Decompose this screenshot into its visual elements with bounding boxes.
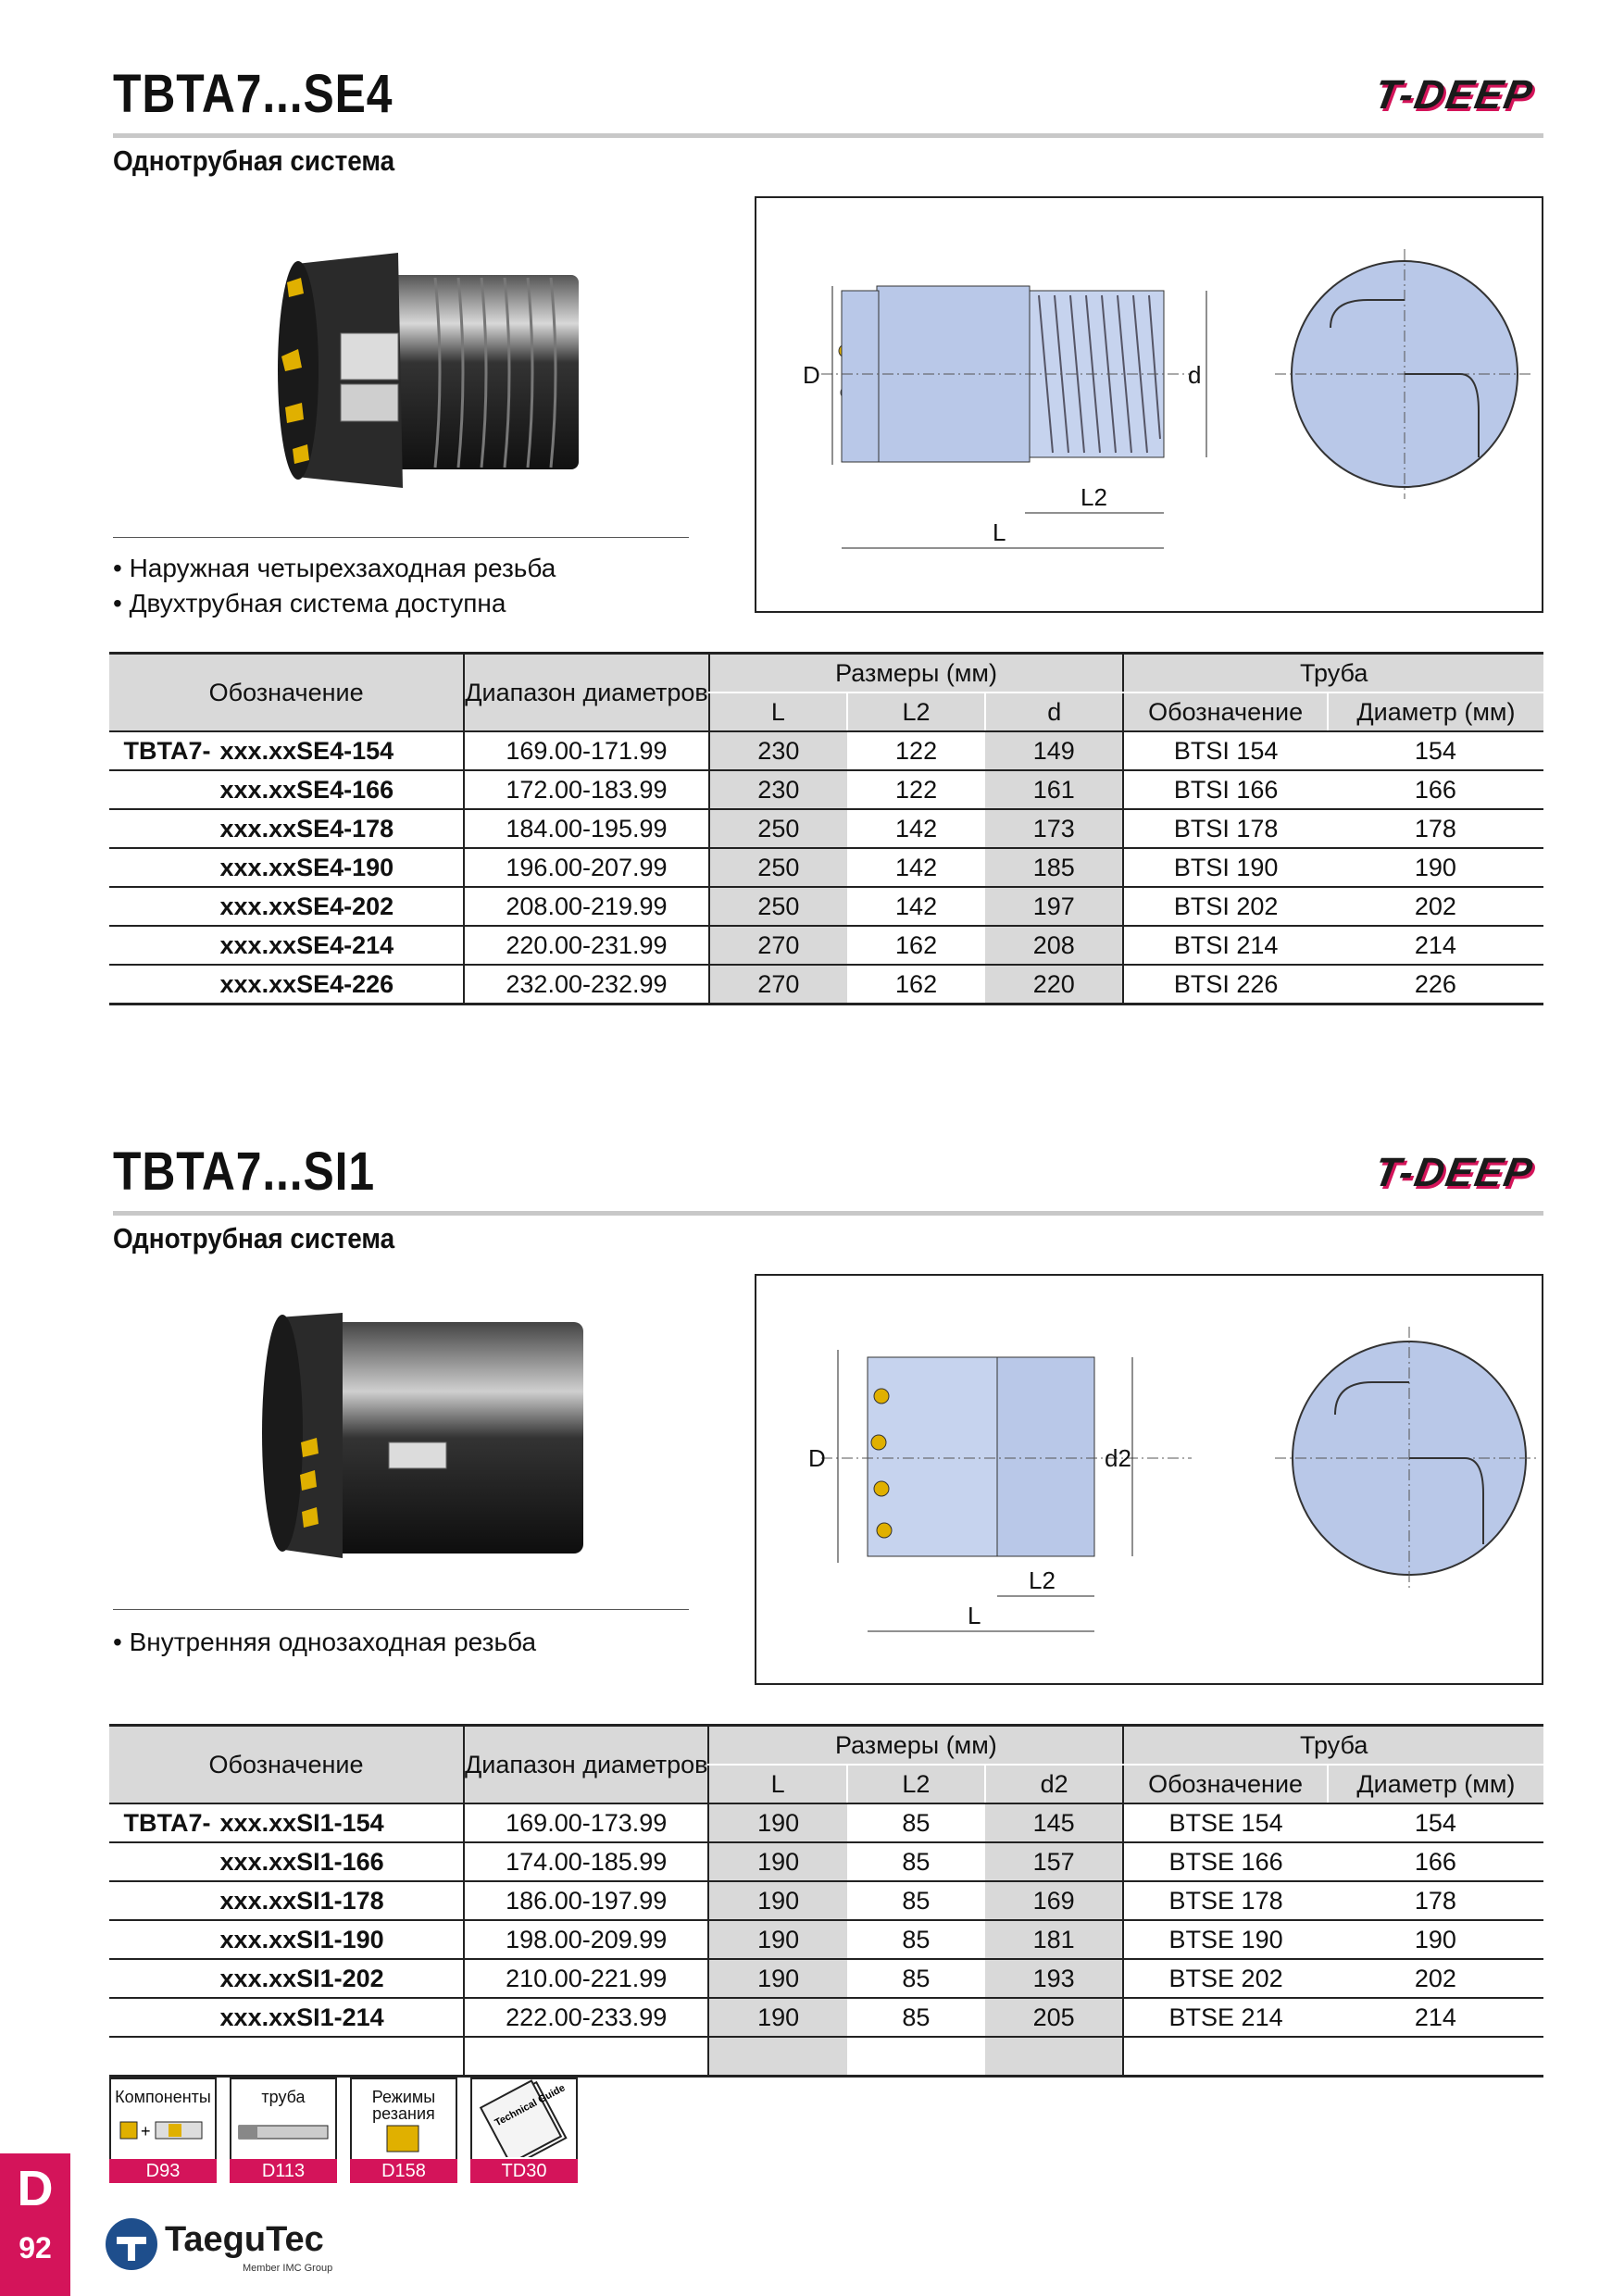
row-diameter-range: 184.00-195.99 <box>464 809 709 848</box>
row-designation: xxx.xxSE4-202 <box>217 887 465 926</box>
section-1-title: TBTA7...SE4 <box>113 64 394 124</box>
bullet-item: • Внутренняя однозаходная резьба <box>113 1628 537 1656</box>
drawing-frame-se4 <box>755 196 1543 613</box>
row-pipe-diameter: 202 <box>1328 887 1543 926</box>
ref-page: D93 <box>109 2159 217 2183</box>
row-diameter-range: 232.00-232.99 <box>464 965 709 1004</box>
header-pipe: Труба <box>1123 654 1543 693</box>
row-L2 <box>847 2037 985 2077</box>
row-prefix <box>109 2037 217 2077</box>
row-d: 193 <box>985 1959 1123 1998</box>
components-icon <box>111 2113 215 2150</box>
row-designation: xxx.xxSE4-226 <box>217 965 465 1004</box>
section-1-bullets <box>113 551 556 621</box>
bullet-item: • Наружная четырехзаходная резьба <box>113 554 556 582</box>
taegutec-logo-icon <box>104 2216 159 2272</box>
section-letter: D <box>17 2161 54 2216</box>
row-L2: 162 <box>847 926 985 965</box>
bullets-rule <box>113 1609 689 1610</box>
row-d: 181 <box>985 1920 1123 1959</box>
row-L: 230 <box>709 770 847 809</box>
table-row <box>109 731 1543 770</box>
row-prefix: TBTA7- <box>109 1803 217 1842</box>
col-pipe-diameter: Диаметр (мм) <box>1328 1765 1543 1803</box>
table-row <box>109 809 1543 848</box>
row-L2: 122 <box>847 770 985 809</box>
tool-photo-se4 <box>259 245 602 495</box>
row-designation: xxx.xxSE4-154 <box>217 731 465 770</box>
dim-L2-label: L2 <box>1029 1566 1056 1594</box>
row-designation <box>217 2037 464 2077</box>
table-row <box>109 848 1543 887</box>
row-L2: 85 <box>847 1920 985 1959</box>
row-L: 230 <box>709 731 847 770</box>
dim-L2-label: L2 <box>1081 483 1107 511</box>
bullets-rule <box>113 537 689 538</box>
row-diameter-range: 196.00-207.99 <box>464 848 709 887</box>
t-deep-logo: T-DEEP <box>1370 72 1538 118</box>
ref-label: труба <box>261 2088 306 2106</box>
col-d: d <box>985 693 1123 731</box>
row-L: 250 <box>709 887 847 926</box>
row-prefix <box>109 770 217 809</box>
row-diameter-range: 172.00-183.99 <box>464 770 709 809</box>
row-pipe-diameter: 226 <box>1328 965 1543 1004</box>
header-dimensions: Размеры (мм) <box>709 654 1124 693</box>
dim-d2-label: d2 <box>1105 1444 1131 1472</box>
page-number: 92 <box>19 2231 52 2265</box>
row-L2: 85 <box>847 1842 985 1881</box>
col-L2: L2 <box>847 693 985 731</box>
row-pipe-diameter: 214 <box>1328 926 1543 965</box>
table-row <box>109 1959 1543 1998</box>
row-L2: 85 <box>847 1881 985 1920</box>
row-L: 190 <box>708 1842 846 1881</box>
col-L: L <box>708 1765 846 1803</box>
header-diameter-range: Диапазон диаметров <box>464 1726 709 1804</box>
row-pipe-designation: BTSI 214 <box>1123 926 1327 965</box>
row-diameter-range: 169.00-171.99 <box>464 731 709 770</box>
row-L: 190 <box>708 1920 846 1959</box>
row-designation: xxx.xxSI1-190 <box>217 1920 464 1959</box>
cutting-data-icon <box>352 2122 456 2155</box>
table-row <box>109 926 1543 965</box>
row-designation: xxx.xxSI1-202 <box>217 1959 464 1998</box>
col-d2: d2 <box>985 1765 1123 1803</box>
row-d: 161 <box>985 770 1123 809</box>
row-pipe-designation: BTSE 202 <box>1123 1959 1327 1998</box>
row-d: 208 <box>985 926 1123 965</box>
ref-pipe-link[interactable] <box>230 2078 337 2183</box>
ref-components-link[interactable] <box>109 2078 217 2183</box>
row-designation: xxx.xxSE4-166 <box>217 770 465 809</box>
row-L: 190 <box>708 1998 846 2037</box>
row-pipe-diameter: 190 <box>1328 1920 1543 1959</box>
row-pipe-designation: BTSI 202 <box>1123 887 1327 926</box>
row-designation: xxx.xxSI1-178 <box>217 1881 464 1920</box>
svg-text:+: + <box>141 2122 151 2140</box>
row-designation: xxx.xxSI1-214 <box>217 1998 464 2037</box>
row-pipe-designation: BTSE 154 <box>1123 1803 1327 1842</box>
row-d: 145 <box>985 1803 1123 1842</box>
row-diameter-range: 222.00-233.99 <box>464 1998 709 2037</box>
row-diameter-range: 208.00-219.99 <box>464 887 709 926</box>
row-designation: xxx.xxSI1-154 <box>217 1803 464 1842</box>
row-L2: 142 <box>847 848 985 887</box>
header-diameter-range: Диапазон диаметров <box>464 654 709 732</box>
ref-label: Technical Guide <box>493 2082 568 2129</box>
row-L2: 142 <box>847 809 985 848</box>
col-pipe-designation: Обозначение <box>1123 1765 1327 1803</box>
col-pipe-diameter: Диаметр (мм) <box>1328 693 1543 731</box>
header-dimensions: Размеры (мм) <box>708 1726 1123 1766</box>
col-pipe-designation: Обозначение <box>1123 693 1327 731</box>
row-pipe-designation: BTSI 190 <box>1123 848 1327 887</box>
row-d: 173 <box>985 809 1123 848</box>
row-L: 190 <box>708 1803 846 1842</box>
table-row <box>109 1842 1543 1881</box>
row-L: 250 <box>709 809 847 848</box>
dim-L-label: L <box>968 1602 981 1629</box>
row-L: 190 <box>708 1881 846 1920</box>
logo-text: TaeguTec <box>165 2220 324 2259</box>
ref-page: D113 <box>230 2159 337 2183</box>
row-pipe-designation: BTSI 226 <box>1123 965 1327 1004</box>
row-pipe-diameter: 166 <box>1328 770 1543 809</box>
table-row <box>109 1998 1543 2037</box>
row-L2: 122 <box>847 731 985 770</box>
header-designation: Обозначение <box>109 654 464 732</box>
row-designation: xxx.xxSI1-166 <box>217 1842 464 1881</box>
dim-L-label: L <box>993 518 1006 546</box>
title-rule <box>113 1211 1543 1216</box>
table-row <box>109 1920 1543 1959</box>
row-designation: xxx.xxSE4-178 <box>217 809 465 848</box>
row-pipe-designation: BTSE 178 <box>1123 1881 1327 1920</box>
row-pipe-diameter: 202 <box>1328 1959 1543 1998</box>
row-d: 205 <box>985 1998 1123 2037</box>
row-prefix <box>109 1920 217 1959</box>
row-L2: 162 <box>847 965 985 1004</box>
dim-D-label: D <box>808 1444 826 1472</box>
row-pipe-designation: BTSI 154 <box>1123 731 1327 770</box>
row-pipe-designation: BTSI 178 <box>1123 809 1327 848</box>
row-L: 250 <box>709 848 847 887</box>
dim-D-label: D <box>803 361 820 389</box>
row-prefix <box>109 926 217 965</box>
row-prefix <box>109 848 217 887</box>
section-2-title: TBTA7...SI1 <box>113 1142 375 1202</box>
ref-page: D158 <box>350 2159 457 2183</box>
row-prefix <box>109 1959 217 1998</box>
bullet-item: • Двухтрубная система доступна <box>113 589 506 618</box>
row-L: 270 <box>709 926 847 965</box>
table-row <box>109 887 1543 926</box>
row-pipe-diameter: 154 <box>1328 1803 1543 1842</box>
row-d <box>985 2037 1123 2077</box>
row-d: 185 <box>985 848 1123 887</box>
row-pipe-designation: BTSE 190 <box>1123 1920 1327 1959</box>
row-diameter-range: 169.00-173.99 <box>464 1803 709 1842</box>
title-rule <box>113 133 1543 138</box>
table-row <box>109 965 1543 1004</box>
t-deep-logo: T-DEEP <box>1370 1150 1538 1195</box>
ref-cutting-modes-link[interactable] <box>350 2078 457 2183</box>
row-L2: 85 <box>847 1959 985 1998</box>
row-pipe-diameter <box>1328 2037 1543 2077</box>
row-d: 157 <box>985 1842 1123 1881</box>
row-d: 169 <box>985 1881 1123 1920</box>
row-prefix <box>109 887 217 926</box>
row-L2: 85 <box>847 1998 985 2037</box>
row-L: 270 <box>709 965 847 1004</box>
taegutec-logo <box>104 2213 354 2277</box>
row-diameter-range: 210.00-221.99 <box>464 1959 709 1998</box>
spec-table-si1 <box>109 1724 1543 2078</box>
row-L2: 142 <box>847 887 985 926</box>
row-prefix <box>109 1842 217 1881</box>
drawing-frame-si1 <box>755 1274 1543 1685</box>
row-prefix <box>109 809 217 848</box>
row-prefix <box>109 1998 217 2037</box>
row-d: 149 <box>985 731 1123 770</box>
ref-page: TD30 <box>470 2159 578 2183</box>
section-1-subtitle: Однотрубная система <box>113 144 395 177</box>
spec-table-se4 <box>109 652 1543 1005</box>
dim-d-label: d <box>1188 361 1202 389</box>
header-pipe: Труба <box>1123 1726 1543 1766</box>
row-pipe-designation: BTSE 166 <box>1123 1842 1327 1881</box>
row-prefix <box>109 1881 217 1920</box>
row-prefix <box>109 965 217 1004</box>
row-pipe-diameter: 178 <box>1328 1881 1543 1920</box>
section-tab <box>0 2153 70 2296</box>
row-d: 197 <box>985 887 1123 926</box>
row-pipe-diameter: 190 <box>1328 848 1543 887</box>
table-row <box>109 2037 1543 2077</box>
ref-label: Режимы резания <box>371 2088 436 2123</box>
pipe-icon <box>231 2113 335 2150</box>
section-2-subtitle: Однотрубная система <box>113 1222 395 1254</box>
row-pipe-designation <box>1123 2037 1327 2077</box>
row-pipe-designation: BTSI 166 <box>1123 770 1327 809</box>
row-diameter-range: 220.00-231.99 <box>464 926 709 965</box>
row-pipe-diameter: 154 <box>1328 731 1543 770</box>
row-pipe-diameter: 214 <box>1328 1998 1543 2037</box>
row-designation: xxx.xxSE4-190 <box>217 848 465 887</box>
ref-technical-guide-link[interactable] <box>470 2078 578 2183</box>
col-L2: L2 <box>847 1765 985 1803</box>
table-row <box>109 1803 1543 1842</box>
row-diameter-range: 198.00-209.99 <box>464 1920 709 1959</box>
row-prefix: TBTA7- <box>109 731 217 770</box>
row-diameter-range <box>464 2037 709 2077</box>
row-L: 190 <box>708 1959 846 1998</box>
technical-guide-book-icon <box>472 2079 576 2157</box>
tool-photo-si1 <box>259 1304 602 1572</box>
ref-label: Компоненты <box>115 2088 211 2106</box>
row-pipe-diameter: 178 <box>1328 809 1543 848</box>
table-row <box>109 1881 1543 1920</box>
row-diameter-range: 174.00-185.99 <box>464 1842 709 1881</box>
row-pipe-designation: BTSE 214 <box>1123 1998 1327 2037</box>
logo-tagline: Member IMC Group <box>243 2263 333 2274</box>
table-row <box>109 770 1543 809</box>
row-pipe-diameter: 166 <box>1328 1842 1543 1881</box>
row-L2: 85 <box>847 1803 985 1842</box>
row-designation: xxx.xxSE4-214 <box>217 926 465 965</box>
row-d: 220 <box>985 965 1123 1004</box>
header-designation: Обозначение <box>109 1726 464 1804</box>
row-diameter-range: 186.00-197.99 <box>464 1881 709 1920</box>
row-L <box>708 2037 846 2077</box>
col-L: L <box>709 693 847 731</box>
section-2-bullets <box>113 1625 536 1660</box>
